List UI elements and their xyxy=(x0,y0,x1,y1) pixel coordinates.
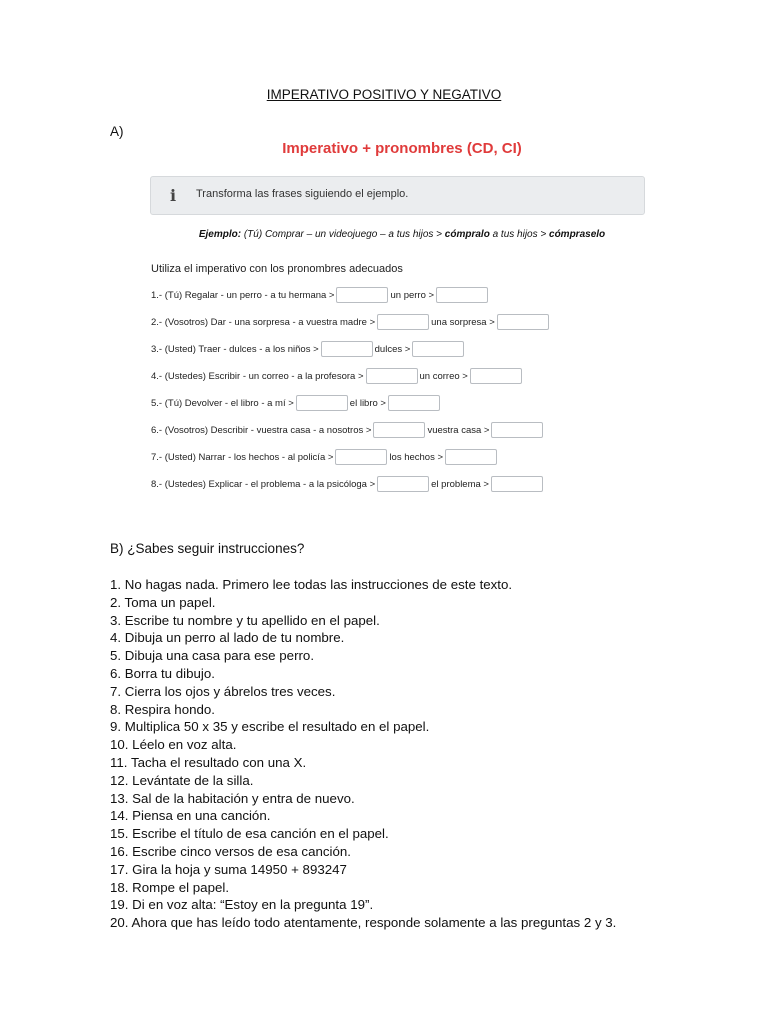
exercise-row xyxy=(151,395,442,411)
instruction-item: 8. Respira hondo. xyxy=(110,701,215,717)
instruction-item: 6. Borra tu dibujo. xyxy=(110,665,215,681)
instruction-item: 16. Escribe cinco versos de esa canción. xyxy=(110,843,351,859)
instruction-item: 19. Di en voz alta: “Estoy en la pregunta 19”. xyxy=(110,897,374,913)
row-mid: el problema > xyxy=(431,478,489,490)
row-prompt: 6.- (Vosotros) Describir - vuestra casa - a nosotros > xyxy=(151,424,372,436)
instruction-item: 4. Dibuja un perro al lado de tu nombre. xyxy=(110,630,345,646)
info-icon: i xyxy=(170,186,177,205)
document-title: IMPERATIVO POSITIVO Y NEGATIVO xyxy=(266,87,502,102)
example-text-1: (Tú) Comprar – un videojuego – a tus hijos > xyxy=(241,229,445,240)
answer-blank-2[interactable] xyxy=(470,368,522,384)
section-a-label: A) xyxy=(110,124,124,139)
answer-blank-1[interactable] xyxy=(321,341,373,357)
instruction-item: 13. Sal de la habitación y entra de nuevo. xyxy=(110,790,355,806)
answer-blank-2[interactable] xyxy=(388,395,440,411)
exercise-row xyxy=(151,368,524,384)
instruction-item: 18. Rompe el papel. xyxy=(110,879,230,895)
answer-blank-2[interactable] xyxy=(491,476,543,492)
row-prompt: 1.- (Tú) Regalar - un perro - a tu hermana > xyxy=(151,289,335,301)
answer-blank-2[interactable] xyxy=(436,287,488,303)
info-text: Transforma las frases siguiendo el ejemplo. xyxy=(196,188,409,200)
instruction-item: 12. Levántate de la silla. xyxy=(110,772,254,788)
answer-blank-1[interactable] xyxy=(336,287,388,303)
info-box xyxy=(150,176,645,215)
instruction-item: 10. Léelo en voz alta. xyxy=(110,737,237,753)
answer-blank-2[interactable] xyxy=(497,314,549,330)
answer-blank-1[interactable] xyxy=(366,368,418,384)
row-prompt: 3.- (Usted) Traer - dulces - a los niños > xyxy=(151,343,319,355)
instruction-list xyxy=(110,576,616,932)
answer-blank-1[interactable] xyxy=(377,314,429,330)
exercise-image xyxy=(147,140,657,520)
instruction-item: 11. Tacha el resultado con una X. xyxy=(110,754,307,770)
answer-blank-2[interactable] xyxy=(412,341,464,357)
answer-blank-1[interactable] xyxy=(373,422,425,438)
answer-blank-1[interactable] xyxy=(296,395,348,411)
exercise-heading: Imperativo + pronombres (CD, CI) xyxy=(282,140,522,157)
exercise-row xyxy=(151,314,551,330)
instruction-item: 20. Ahora que has leído todo atentamente, responde solamente a las preguntas 2 y 3. xyxy=(110,915,617,931)
row-prompt: 2.- (Vosotros) Dar - una sorpresa - a vuestra madre > xyxy=(151,316,376,328)
exercise-instruction: Utiliza el imperativo con los pronombres adecuados xyxy=(151,263,403,275)
row-mid: vuestra casa > xyxy=(427,424,490,436)
example-label: Ejemplo: xyxy=(198,229,242,240)
row-prompt: 7.- (Usted) Narrar - los hechos - al policía > xyxy=(151,451,334,463)
instruction-item: 5. Dibuja una casa para ese perro. xyxy=(110,648,315,664)
row-prompt: 5.- (Tú) Devolver - el libro - a mí > xyxy=(151,397,294,409)
instruction-item: 17. Gira la hoja y suma 14950 + 893247 xyxy=(110,861,347,877)
exercise-row xyxy=(151,422,545,438)
row-mid: el libro > xyxy=(349,397,386,409)
example-text-2: a tus hijos > xyxy=(489,229,550,240)
exercise-row xyxy=(151,287,490,303)
row-mid: un correo > xyxy=(419,370,468,382)
answer-blank-2[interactable] xyxy=(445,449,497,465)
instruction-item: 7. Cierra los ojos y ábrelos tres veces. xyxy=(110,683,336,699)
instruction-item: 1. No hagas nada. Primero lee todas las instrucciones de este texto. xyxy=(110,577,513,592)
row-mid: dulces > xyxy=(374,343,411,355)
instruction-item: 3. Escribe tu nombre y tu apellido en el papel. xyxy=(110,612,380,628)
answer-blank-1[interactable] xyxy=(377,476,429,492)
exercise-row xyxy=(151,449,499,465)
example-answer-2: cómpraselo xyxy=(549,229,606,240)
instruction-item: 9. Multiplica 50 x 35 y escribe el resultado en el papel. xyxy=(110,719,430,735)
exercise-row xyxy=(151,341,466,357)
instruction-item: 2. Toma un papel. xyxy=(110,594,216,610)
row-prompt: 4.- (Ustedes) Escribir - un correo - a la profesora > xyxy=(151,370,364,382)
row-prompt: 8.- (Ustedes) Explicar - el problema - a la psicóloga > xyxy=(151,478,376,490)
answer-blank-2[interactable] xyxy=(491,422,543,438)
instruction-item: 14. Piensa en una canción. xyxy=(110,808,271,824)
row-mid: los hechos > xyxy=(389,451,444,463)
row-mid: un perro > xyxy=(390,289,435,301)
example-line xyxy=(147,229,657,240)
row-mid: una sorpresa > xyxy=(431,316,495,328)
section-b-label: B) ¿Sabes seguir instrucciones? xyxy=(110,541,305,556)
answer-blank-1[interactable] xyxy=(335,449,387,465)
instruction-item: 15. Escribe el título de esa canción en el papel. xyxy=(110,826,389,842)
exercise-row xyxy=(151,476,545,492)
example-answer-1: cómpralo xyxy=(444,229,490,240)
